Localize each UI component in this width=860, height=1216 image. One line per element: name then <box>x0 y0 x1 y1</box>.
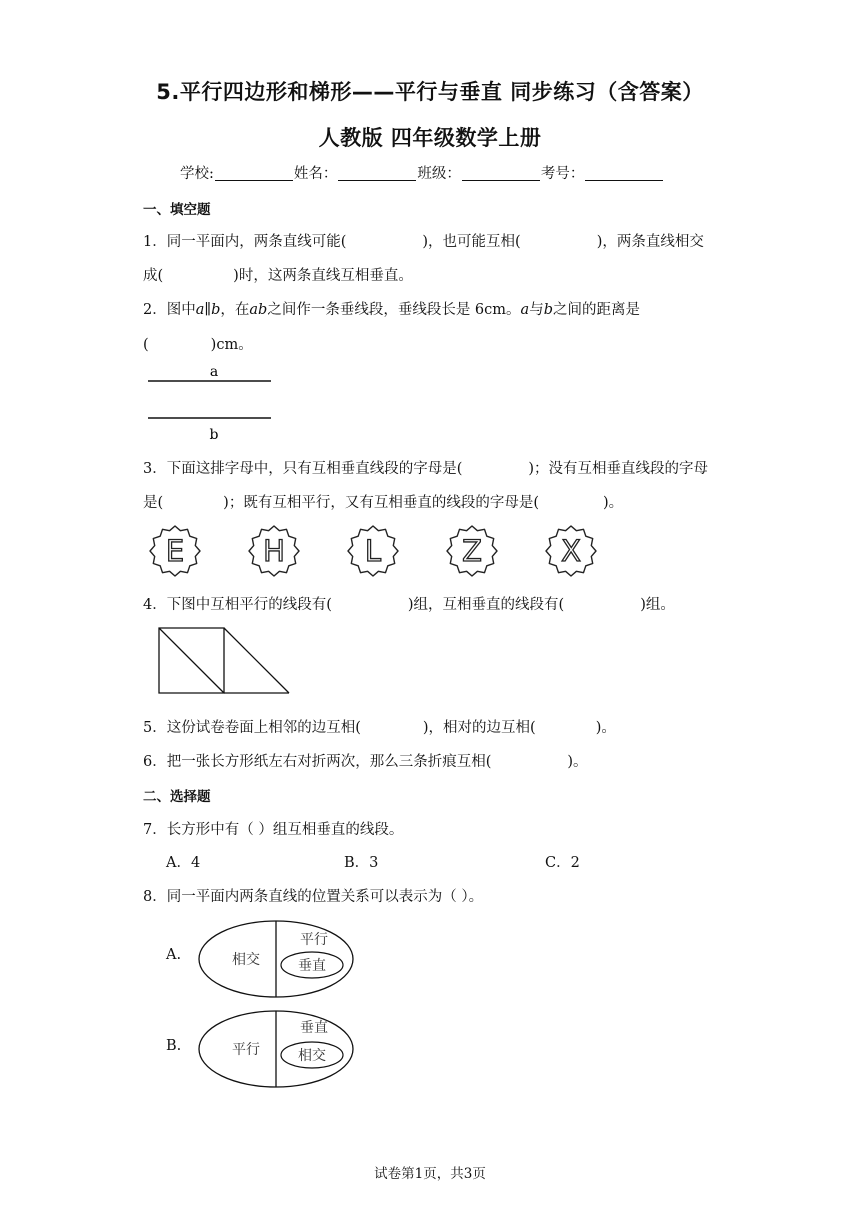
q2-var-b2: b <box>543 302 553 318</box>
q2-text-f: ( <box>143 337 149 353</box>
question-8-stem: 8．同一平面内两条直线的位置关系可以表示为（ ）。 <box>143 889 484 905</box>
q3-text-d: )；既有互相平行，又有互相垂直的线段的字母是( <box>223 495 539 511</box>
question-2-line1 <box>143 298 640 319</box>
q5-text-b: )，相对的边互相( <box>422 720 536 736</box>
question-4-line <box>143 593 675 614</box>
q1-text-e: )时，这两条直线互相垂直。 <box>233 268 413 284</box>
q2-text-e: 之间的距离是 <box>553 302 640 318</box>
field-school-label: 学校: <box>180 166 214 182</box>
q1-text-b: )，也可能互相( <box>422 234 521 250</box>
q8-option-b-label[interactable]: B. <box>166 1038 182 1054</box>
page-title-line1: 5.平行四边形和梯形——平行与垂直 同步练习（含答案） <box>156 80 704 104</box>
q8-option-a-diagram[interactable] <box>198 919 358 999</box>
field-name-label: 姓名： <box>293 166 338 182</box>
q4-text-b: )组，互相垂直的线段有( <box>407 597 565 613</box>
q7-option-c[interactable]: C．2 <box>545 855 580 871</box>
page-footer: 试卷第1页，共3页 <box>374 1166 486 1182</box>
q2-text-b: ，在 <box>220 302 250 318</box>
option-b-inner-label: 相交 <box>298 1048 326 1064</box>
letter-badge-e <box>150 526 200 576</box>
q7-option-a[interactable]: A．4 <box>166 855 201 871</box>
q4-text-a: 4．下图中互相平行的线段有( <box>143 597 332 613</box>
q2-parallel-symbol: ∥ <box>204 302 212 318</box>
field-exam-number-blank[interactable] <box>585 166 663 181</box>
q3-text-e: )。 <box>602 495 624 511</box>
page-title-line2: 人教版 四年级数学上册 <box>318 126 542 150</box>
field-name-blank[interactable] <box>338 166 416 181</box>
badge-letter: E <box>165 534 185 568</box>
badge-letter: X <box>561 534 581 568</box>
q1-text-c: )，两条直线相交 <box>596 234 704 250</box>
question-1-line2 <box>143 264 413 285</box>
question-3-line2 <box>143 491 623 512</box>
field-class-blank[interactable] <box>462 166 540 181</box>
badge-letter: Z <box>462 534 482 568</box>
q2-var-b: b <box>211 302 221 318</box>
q3-text-b: )；没有互相垂直线段的字母 <box>528 461 709 477</box>
field-class-label: 班级： <box>417 166 461 182</box>
q3-text-a: 3．下面这排字母中，只有互相垂直线段的字母是( <box>143 461 463 477</box>
field-school-blank[interactable] <box>215 166 293 181</box>
q2-var-ab: ab <box>249 302 268 318</box>
option-b-left-label: 平行 <box>232 1042 260 1058</box>
student-info-fields <box>180 162 664 183</box>
option-a-outer-label: 平行 <box>300 932 328 948</box>
badge-letter: L <box>364 534 382 568</box>
letter-badge-z <box>447 526 497 576</box>
question-3-line1 <box>143 457 708 478</box>
figure-diagonal-1 <box>159 628 224 693</box>
q8-option-b-diagram[interactable] <box>198 1009 358 1089</box>
letter-badges-row <box>148 525 598 579</box>
letter-badge-x <box>546 526 596 576</box>
q8-option-a-label[interactable]: A. <box>166 947 182 963</box>
option-a-left-label: 相交 <box>232 952 260 968</box>
option-b-outer-label: 垂直 <box>300 1020 328 1036</box>
q5-text-a: 5．这份试卷卷面上相邻的边互相( <box>143 720 361 736</box>
question-6-line <box>143 750 588 771</box>
q2-text-a: 2．图中 <box>143 302 196 318</box>
q2-text-d: 与 <box>529 302 544 318</box>
question-5-line <box>143 716 616 737</box>
q5-text-c: )。 <box>595 720 616 736</box>
parallel-lines-figure <box>148 360 273 445</box>
badge-letter: H <box>263 534 285 568</box>
section1-heading: 一、填空题 <box>143 202 211 218</box>
line-a-label: a <box>209 364 219 380</box>
segments-figure <box>158 627 293 695</box>
q2-text-c: 之间作一条垂线段，垂线段长是 6cm。 <box>267 302 521 318</box>
section2-heading: 二、选择题 <box>143 789 211 805</box>
q4-text-c: )组。 <box>640 597 675 613</box>
letter-badge-l <box>348 526 398 576</box>
question-1-line1 <box>143 230 704 251</box>
q2-var-a: a <box>195 302 205 318</box>
q2-text-g: )cm。 <box>210 337 253 353</box>
option-a-inner-label: 垂直 <box>298 958 326 974</box>
q3-text-c: 是( <box>143 495 164 511</box>
q6-text-b: )。 <box>567 754 588 770</box>
line-b-label: b <box>209 427 219 443</box>
question-2-line2 <box>143 333 253 354</box>
q7-option-b[interactable]: B．3 <box>344 855 379 871</box>
question-7-stem: 7．长方形中有（ ）组互相垂直的线段。 <box>143 822 404 838</box>
q2-var-a2: a <box>520 302 530 318</box>
q1-text-a: 1．同一平面内，两条直线可能( <box>143 234 347 250</box>
figure-diagonal-2 <box>224 628 289 693</box>
field-exam-number-label: 考号： <box>540 166 585 182</box>
letter-badge-h <box>249 526 299 576</box>
q6-text-a: 6．把一张长方形纸左右对折两次，那么三条折痕互相( <box>143 754 492 770</box>
q1-text-d: 成( <box>143 268 164 284</box>
